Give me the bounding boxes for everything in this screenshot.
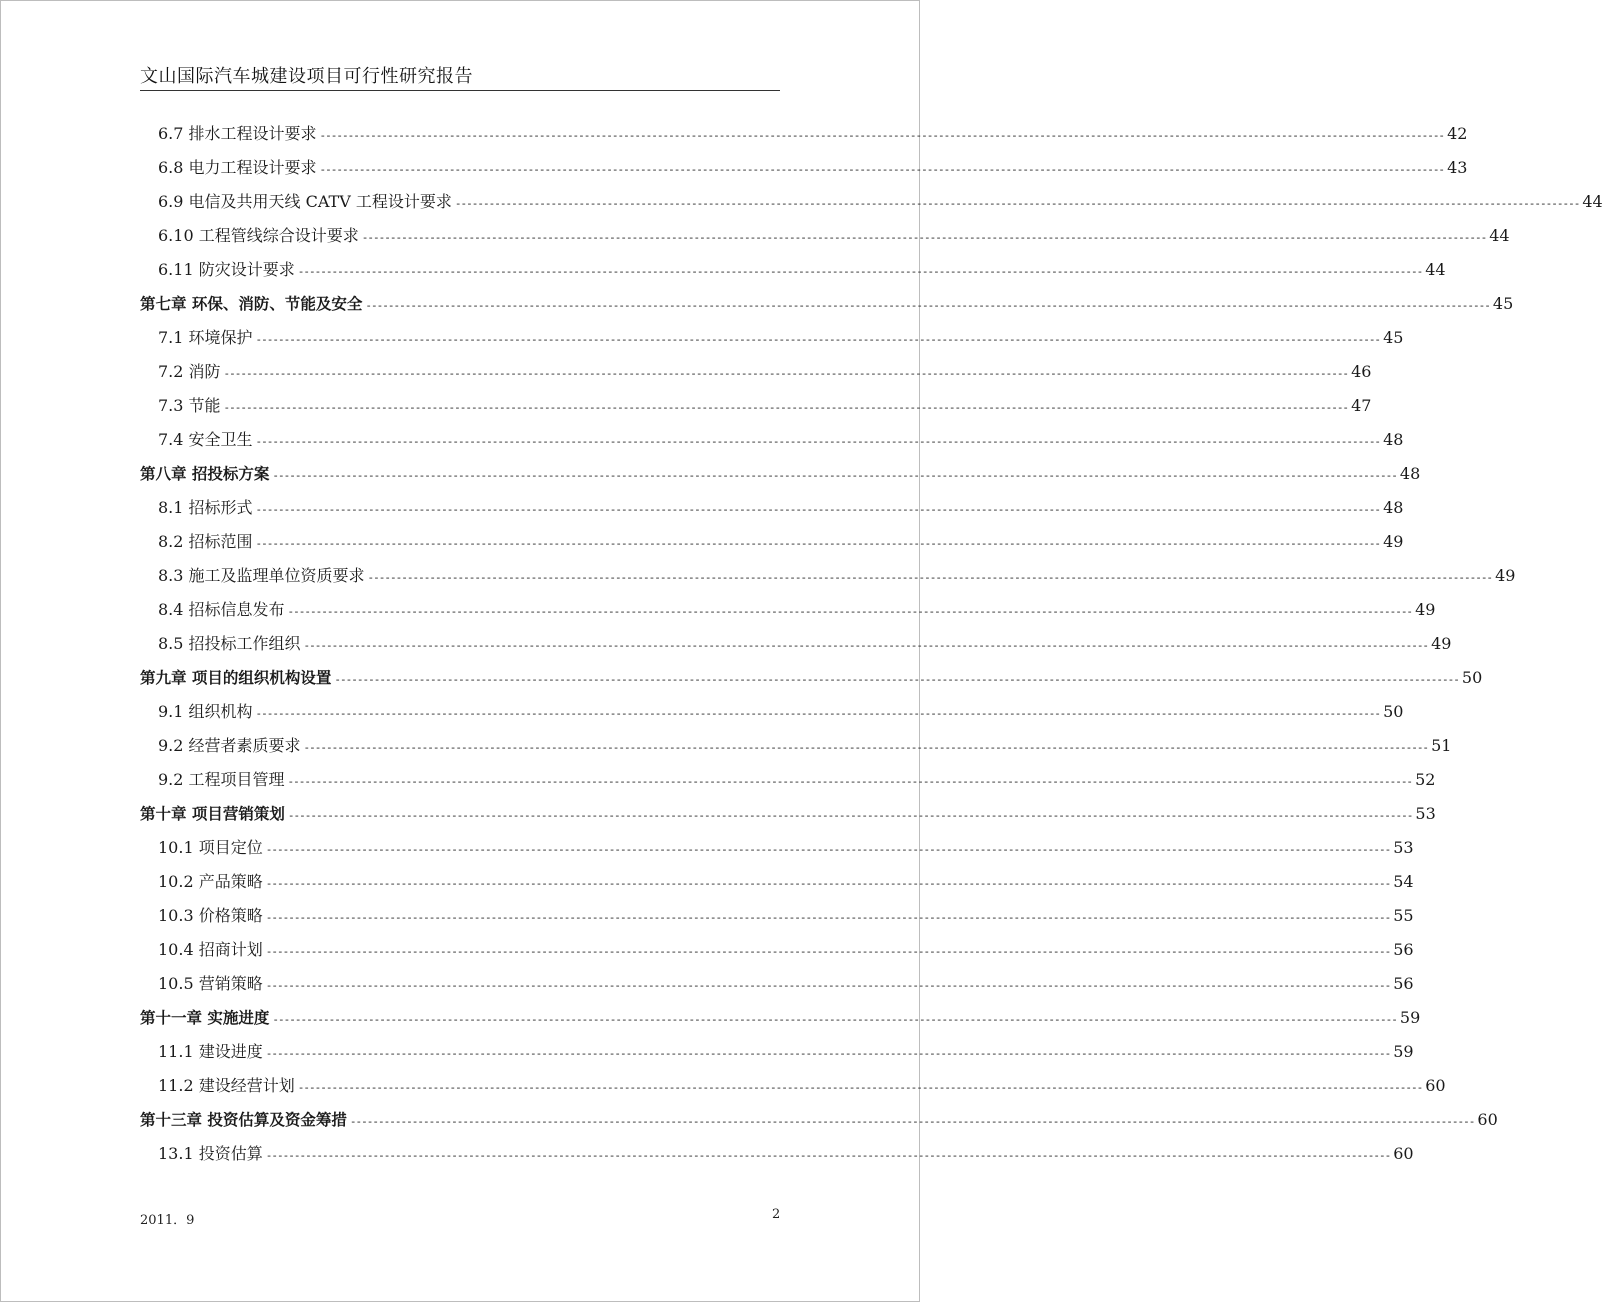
page-header <box>140 64 780 91</box>
toc-dot-leader: -------------------------------------------------------------------------------------------------------------------------------------------------------------------------------------------------------- <box>367 571 1493 584</box>
toc-entry-label: 13.1 投资估算 <box>158 1144 263 1163</box>
toc-entry-page-number: 55 <box>1393 906 1414 925</box>
toc-dot-leader: -------------------------------------------------------------------------------------------------------------------------------------------------------------------------------------------------------- <box>297 1081 1423 1094</box>
toc-entry-page-number: 56 <box>1393 940 1414 959</box>
toc-entry-page-number: 50 <box>1383 702 1404 721</box>
toc-section-entry[interactable] <box>140 1137 1414 1171</box>
toc-section-entry[interactable] <box>140 423 1404 457</box>
toc-entry-page-number: 51 <box>1431 736 1452 755</box>
toc-dot-leader: -------------------------------------------------------------------------------------------------------------------------------------------------------------------------------------------------------- <box>265 877 1391 890</box>
toc-dot-leader: -------------------------------------------------------------------------------------------------------------------------------------------------------------------------------------------------------- <box>272 469 1397 482</box>
toc-entry-page-number: 54 <box>1393 872 1414 891</box>
toc-entry-label: 6.10 工程管线综合设计要求 <box>158 226 359 245</box>
toc-section-entry[interactable] <box>140 1069 1446 1103</box>
toc-section-entry[interactable] <box>140 355 1372 389</box>
toc-entry-label: 7.4 安全卫生 <box>158 430 253 449</box>
toc-entry-label: 11.1 建设进度 <box>158 1042 263 1061</box>
toc-entry-label: 9.2 经营者素质要求 <box>158 736 301 755</box>
document-title: 文山国际汽车城建设项目可行性研究报告 <box>140 66 473 87</box>
toc-entry-label: 6.7 排水工程设计要求 <box>158 124 317 143</box>
toc-dot-leader: -------------------------------------------------------------------------------------------------------------------------------------------------------------------------------------------------------- <box>265 979 1391 992</box>
toc-entry-label: 8.2 招标范围 <box>158 532 253 551</box>
toc-entry-page-number: 60 <box>1393 1144 1414 1163</box>
toc-entry-label: 第十章 项目营销策划 <box>140 805 285 823</box>
toc-entry-label: 8.4 招标信息发布 <box>158 600 285 619</box>
toc-dot-leader: -------------------------------------------------------------------------------------------------------------------------------------------------------------------------------------------------------- <box>255 503 1381 516</box>
toc-entry-label: 第十三章 投资估算及资金筹措 <box>140 1111 347 1129</box>
toc-entry-label: 10.5 营销策略 <box>158 974 263 993</box>
toc-section-entry[interactable] <box>140 627 1452 661</box>
toc-entry-page-number: 56 <box>1393 974 1414 993</box>
toc-dot-leader: -------------------------------------------------------------------------------------------------------------------------------------------------------------------------------------------------------- <box>454 197 1580 210</box>
toc-entry-page-number: 45 <box>1383 328 1404 347</box>
toc-entry-label: 第八章 招投标方案 <box>140 465 270 483</box>
toc-section-entry[interactable] <box>140 899 1414 933</box>
toc-entry-label: 8.5 招投标工作组织 <box>158 634 301 653</box>
toc-entry-label: 9.2 工程项目管理 <box>158 770 285 789</box>
toc-entry-label: 第十一章 实施进度 <box>140 1009 270 1027</box>
toc-dot-leader: -------------------------------------------------------------------------------------------------------------------------------------------------------------------------------------------------------- <box>287 775 1413 788</box>
toc-entry-label: 第九章 项目的组织机构设置 <box>140 669 332 687</box>
toc-entry-page-number: 60 <box>1477 1110 1498 1129</box>
toc-section-entry[interactable] <box>140 865 1414 899</box>
toc-section-entry[interactable] <box>140 321 1404 355</box>
toc-section-entry[interactable] <box>140 695 1404 729</box>
toc-dot-leader: -------------------------------------------------------------------------------------------------------------------------------------------------------------------------------------------------------- <box>265 1047 1391 1060</box>
footer-date: 2011．9 <box>140 1213 195 1228</box>
toc-dot-leader: -------------------------------------------------------------------------------------------------------------------------------------------------------------------------------------------------------- <box>265 843 1391 856</box>
toc-dot-leader: -------------------------------------------------------------------------------------------------------------------------------------------------------------------------------------------------------- <box>255 707 1381 720</box>
toc-dot-leader: -------------------------------------------------------------------------------------------------------------------------------------------------------------------------------------------------------- <box>287 809 1413 822</box>
toc-entry-label: 7.2 消防 <box>158 362 221 381</box>
toc-entry-label: 10.1 项目定位 <box>158 838 263 857</box>
toc-dot-leader: -------------------------------------------------------------------------------------------------------------------------------------------------------------------------------------------------------- <box>349 1115 1475 1128</box>
toc-entry-page-number: 46 <box>1351 362 1372 381</box>
toc-entry-label: 9.1 组织机构 <box>158 702 253 721</box>
toc-entry-page-number: 45 <box>1492 294 1514 313</box>
toc-section-entry[interactable] <box>140 559 1516 593</box>
toc-dot-leader: -------------------------------------------------------------------------------------------------------------------------------------------------------------------------------------------------------- <box>361 231 1487 244</box>
toc-section-entry[interactable] <box>140 151 1468 185</box>
toc-entry-label: 10.4 招商计划 <box>158 940 263 959</box>
toc-dot-leader: -------------------------------------------------------------------------------------------------------------------------------------------------------------------------------------------------------- <box>255 333 1381 346</box>
toc-chapter-entry[interactable] <box>140 287 1514 321</box>
toc-entry-page-number: 49 <box>1495 566 1516 585</box>
toc-section-entry[interactable] <box>140 831 1414 865</box>
toc-dot-leader: -------------------------------------------------------------------------------------------------------------------------------------------------------------------------------------------------------- <box>334 673 1459 686</box>
toc-dot-leader: -------------------------------------------------------------------------------------------------------------------------------------------------------------------------------------------------------- <box>255 537 1381 550</box>
toc-entry-page-number: 43 <box>1447 158 1468 177</box>
toc-entry-label: 6.11 防灾设计要求 <box>158 260 295 279</box>
toc-entry-page-number: 59 <box>1393 1042 1414 1061</box>
toc-dot-leader: -------------------------------------------------------------------------------------------------------------------------------------------------------------------------------------------------------- <box>319 129 1445 142</box>
toc-entry-page-number: 59 <box>1399 1008 1421 1027</box>
toc-entry-page-number: 49 <box>1415 600 1436 619</box>
toc-entry-page-number: 44 <box>1489 226 1510 245</box>
toc-entry-label: 6.8 电力工程设计要求 <box>158 158 317 177</box>
toc-entry-page-number: 44 <box>1425 260 1446 279</box>
toc-chapter-entry[interactable] <box>140 661 1483 695</box>
toc-entry-page-number: 49 <box>1431 634 1452 653</box>
toc-entry-page-number: 48 <box>1383 498 1404 517</box>
toc-chapter-entry[interactable] <box>140 457 1421 491</box>
toc-entry-page-number: 48 <box>1399 464 1421 483</box>
toc-entry-page-number: 48 <box>1383 430 1404 449</box>
toc-entry-page-number: 53 <box>1393 838 1414 857</box>
toc-dot-leader: -------------------------------------------------------------------------------------------------------------------------------------------------------------------------------------------------------- <box>265 911 1391 924</box>
toc-section-entry[interactable] <box>140 185 1603 219</box>
toc-dot-leader: -------------------------------------------------------------------------------------------------------------------------------------------------------------------------------------------------------- <box>303 639 1429 652</box>
toc-section-entry[interactable] <box>140 763 1436 797</box>
toc-chapter-entry[interactable] <box>140 1103 1498 1137</box>
toc-entry-label: 10.3 价格策略 <box>158 906 263 925</box>
toc-entry-page-number: 44 <box>1582 192 1603 211</box>
toc-section-entry[interactable] <box>140 525 1404 559</box>
toc-section-entry[interactable] <box>140 219 1510 253</box>
toc-entry-page-number: 50 <box>1461 668 1483 687</box>
toc-section-entry[interactable] <box>140 967 1414 1001</box>
toc-dot-leader: -------------------------------------------------------------------------------------------------------------------------------------------------------------------------------------------------------- <box>365 299 1490 312</box>
toc-entry-page-number: 47 <box>1351 396 1372 415</box>
toc-chapter-entry[interactable] <box>140 797 1436 831</box>
toc-entry-page-number: 60 <box>1425 1076 1446 1095</box>
toc-dot-leader: -------------------------------------------------------------------------------------------------------------------------------------------------------------------------------------------------------- <box>272 1013 1397 1026</box>
toc-section-entry[interactable] <box>140 593 1436 627</box>
toc-dot-leader: -------------------------------------------------------------------------------------------------------------------------------------------------------------------------------------------------------- <box>319 163 1445 176</box>
toc-entry-label: 7.3 节能 <box>158 396 221 415</box>
toc-entry-label: 6.9 电信及共用天线 CATV 工程设计要求 <box>158 192 452 211</box>
toc-entry-page-number: 49 <box>1383 532 1404 551</box>
toc-entry-page-number: 52 <box>1415 770 1436 789</box>
toc-dot-leader: -------------------------------------------------------------------------------------------------------------------------------------------------------------------------------------------------------- <box>223 367 1349 380</box>
toc-dot-leader: -------------------------------------------------------------------------------------------------------------------------------------------------------------------------------------------------------- <box>255 435 1381 448</box>
toc-section-entry[interactable] <box>140 1035 1414 1069</box>
toc-section-entry[interactable] <box>140 117 1468 151</box>
toc-section-entry[interactable] <box>140 491 1404 525</box>
toc-entry-label: 7.1 环境保护 <box>158 328 253 347</box>
toc-section-entry[interactable] <box>140 389 1372 423</box>
toc-section-entry[interactable] <box>140 253 1446 287</box>
toc-dot-leader: -------------------------------------------------------------------------------------------------------------------------------------------------------------------------------------------------------- <box>297 265 1423 278</box>
toc-dot-leader: -------------------------------------------------------------------------------------------------------------------------------------------------------------------------------------------------------- <box>287 605 1413 618</box>
toc-entry-page-number: 42 <box>1447 124 1468 143</box>
toc-entry-label: 8.3 施工及监理单位资质要求 <box>158 566 365 585</box>
toc-dot-leader: -------------------------------------------------------------------------------------------------------------------------------------------------------------------------------------------------------- <box>265 945 1391 958</box>
toc-section-entry[interactable] <box>140 933 1414 967</box>
table-of-contents <box>140 117 1603 1171</box>
footer-page-number: 2 <box>772 1207 781 1222</box>
toc-entry-label: 11.2 建设经营计划 <box>158 1076 295 1095</box>
toc-chapter-entry[interactable] <box>140 1001 1421 1035</box>
toc-section-entry[interactable] <box>140 729 1452 763</box>
toc-entry-label: 8.1 招标形式 <box>158 498 253 517</box>
toc-dot-leader: -------------------------------------------------------------------------------------------------------------------------------------------------------------------------------------------------------- <box>303 741 1429 754</box>
toc-entry-label: 第七章 环保、消防、节能及安全 <box>140 295 363 313</box>
toc-entry-label: 10.2 产品策略 <box>158 872 263 891</box>
toc-dot-leader: -------------------------------------------------------------------------------------------------------------------------------------------------------------------------------------------------------- <box>265 1149 1391 1162</box>
toc-dot-leader: -------------------------------------------------------------------------------------------------------------------------------------------------------------------------------------------------------- <box>223 401 1349 414</box>
toc-entry-page-number: 53 <box>1415 804 1436 823</box>
